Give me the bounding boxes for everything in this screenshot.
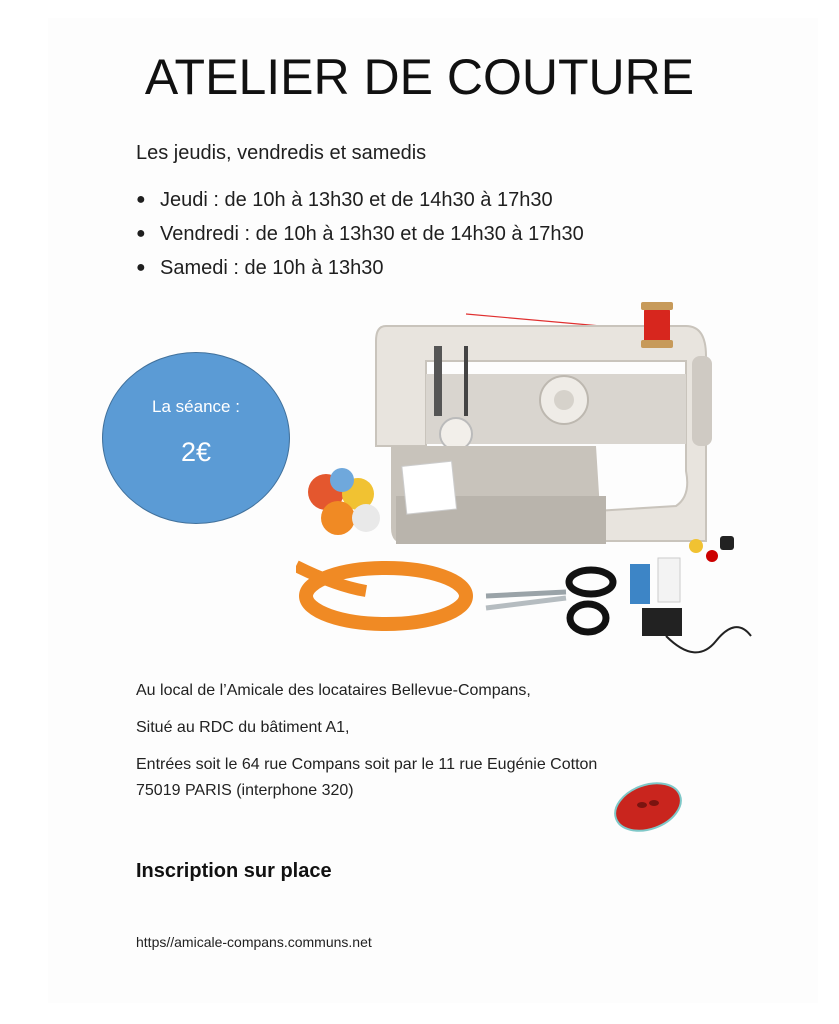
pincushion-orange	[321, 501, 355, 535]
price-value: 2€	[180, 437, 212, 467]
bullet-icon: ●	[136, 259, 146, 276]
scissor-blade-1	[486, 592, 566, 596]
schedule-item-saturday: ● Samedi : de 10h à 13h30	[136, 251, 584, 285]
sewing-illustration	[296, 296, 756, 666]
bullet-icon: ●	[136, 191, 146, 208]
info-line-2: Situé au RDC du bâtiment A1,	[136, 719, 350, 736]
schedule-item-friday: ● Vendredi : de 10h à 13h30 et de 14h30 à 17h30	[136, 217, 584, 251]
bullet-icon: ●	[136, 225, 146, 242]
needle-bar	[434, 346, 442, 416]
info-line-1: Au local de l’Amicale des locataires Bellevue-Compans,	[136, 682, 531, 699]
spool-cap-bottom	[641, 340, 673, 348]
button-black	[720, 536, 734, 550]
scissor-handle-1	[569, 570, 613, 594]
handwheel	[692, 356, 712, 446]
pincushion-white	[352, 504, 380, 532]
spool-white	[658, 558, 680, 602]
spool-red	[644, 308, 670, 344]
stitch-dial-center	[554, 390, 574, 410]
schedule-item-thursday: ● Jeudi : de 10h à 13h30 et de 14h30 à 17h30	[136, 183, 584, 217]
info-line-3: Entrées soit le 64 rue Compans soit par le 11 rue Eugénie Cotton	[136, 756, 598, 773]
thread-box	[642, 608, 682, 636]
info-line-4: 75019 PARIS (interphone 320)	[136, 782, 354, 799]
spool-blue	[630, 564, 650, 604]
pincushion-blue	[330, 468, 354, 492]
fabric-piece	[402, 461, 457, 514]
scissor-handle-2	[570, 604, 606, 632]
schedule-list	[136, 183, 584, 285]
button-yellow	[689, 539, 703, 553]
presser-bar	[464, 346, 468, 416]
page-title: ATELIER DE COUTURE	[144, 49, 695, 105]
scissor-blade-2	[486, 598, 566, 608]
button-red	[706, 550, 718, 562]
spool-cap-top	[641, 302, 673, 310]
website-url: https//amicale-compans.communs.net	[136, 934, 372, 950]
bobbin-wheel	[440, 418, 472, 450]
price-label: La séance :	[152, 397, 240, 416]
price-circle	[102, 352, 290, 524]
red-button-icon	[612, 778, 684, 836]
days-subtitle: Les jeudis, vendredis et samedis	[136, 142, 427, 164]
inscription-heading: Inscription sur place	[136, 860, 332, 882]
